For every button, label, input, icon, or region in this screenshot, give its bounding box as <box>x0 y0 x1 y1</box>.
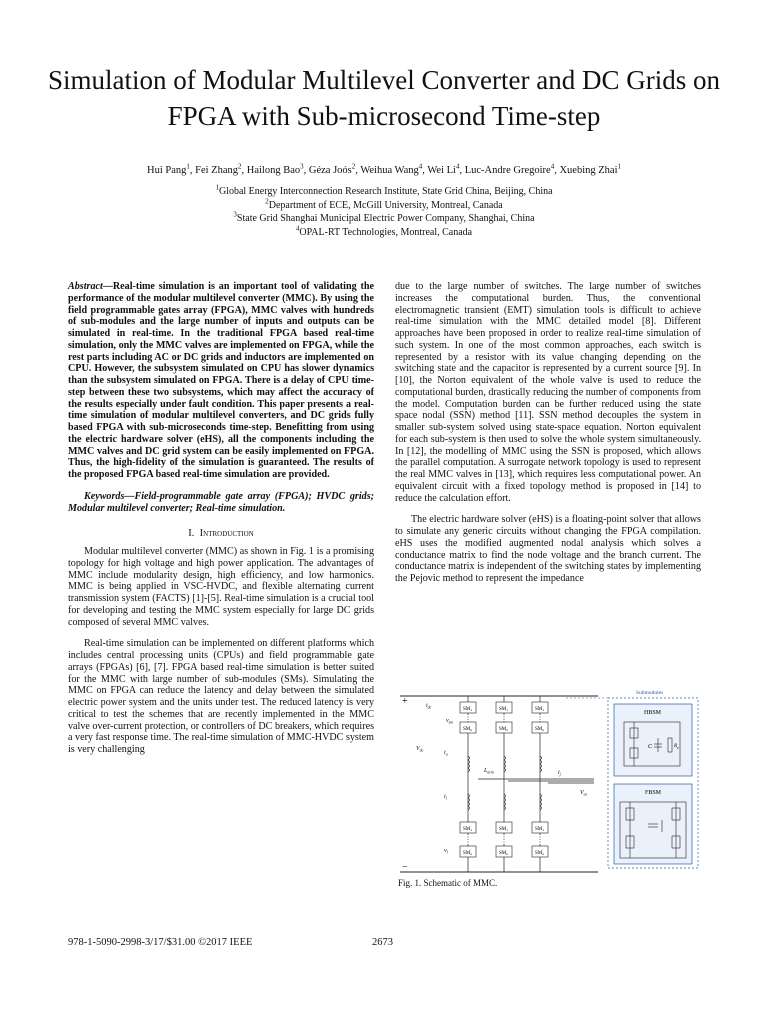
submodule-label: $SM_1$ <box>535 827 544 832</box>
author-affiliation-mark: 4 <box>455 162 460 171</box>
author-name: Luc-Andre Gregoire <box>464 165 551 176</box>
label-il: $i_l$ <box>444 794 447 801</box>
section-heading-introduction <box>68 528 374 540</box>
affiliation: $^3$State Grid Shanghai Municipal Electric Power Company, Shanghai, China <box>233 210 535 224</box>
abstract-text: —Real-time simulation is an important tool of validating the performance of the modular multilevel converter (MMC). By using the field programmable gates array (FPGA), MMC valves with hundreds of sub-modules and the large number of inputs and outputs can be simulated in real-time. In the traditional FPGA based real-time simulation, only the MMC valves are implemented on FPGA, while the rest parts including AC or DC grids and inductors are implemented on CPU. However, the subsystem simulated on CPU has slower dynamics than the subsystem simulated on FPGA. There is a delay of CPU time-step between these two subsystems, which may affect the accuracy of the results especially under fault condition. This paper presents a real-time simulation of modular multilevel converters, and DC grids fully based FPGA with sub-microseconds time-step. Benefitting from using the electric hardware solver (eHS), all the components including the MMC valves and DC grid system can be easily implemented on FPGA. Thus, the high-fidelity of the simulation is guaranteed. The results of the proposed FPGA based real-time simulation are provided. <box>68 281 374 480</box>
label-vac: $V_{ac}$ <box>580 790 588 797</box>
figure-caption: Fig. 1. Schematic of MMC. <box>398 878 498 888</box>
submodule-label: $SM_n$ <box>499 851 508 856</box>
page-number: 2673 <box>372 937 393 948</box>
paper-title: Simulation of Modular Multilevel Converter and DC Grids on FPGA with Sub-microsecond Time-step <box>48 65 720 131</box>
submodule-label: $SM_1$ <box>499 707 508 712</box>
submodule-label: $SM_n$ <box>463 851 472 856</box>
submodule-label: $SM_n$ <box>535 727 544 732</box>
affiliation: $^2$Department of ECE, McGill University, Montreal, Canada <box>265 197 503 211</box>
author-list: Hui Pang$^1$, Fei Zhang$^2$, Hailong Bao$^3$, Géza Joós$^2$, Weihua Wang$^4$, Wei Li$^4$, Luc-Andre Gregoire$^4$, Xuebing Zhai$^1$ <box>147 162 621 176</box>
submodule-label: $SM_n$ <box>535 851 544 856</box>
author-affiliation-mark: 2 <box>238 162 242 171</box>
label-larm: $L_{arm}$ <box>484 768 494 775</box>
author-affiliation-mark: 2 <box>351 162 356 171</box>
figure-mmc-schematic <box>398 690 700 876</box>
author-affiliation-mark: 4 <box>418 162 423 171</box>
label-rp: $R_p$ <box>674 744 679 750</box>
minus-terminal: − <box>402 862 408 873</box>
affiliation: $^1$Global Energy Interconnection Research Institute, State Grid China, Beijing, China <box>215 183 553 197</box>
keywords-label: Keywords <box>84 490 125 502</box>
label-vl: $v_l$ <box>444 848 448 855</box>
author-name: Hui Pang <box>147 165 187 176</box>
submodule-label: $SM_n$ <box>463 727 472 732</box>
abstract <box>68 281 374 481</box>
right-paragraph-2: The electric hardware solver (eHS) is a floating-point solver that allows to simulate any generic circuits without changing the FPGA compilation. eHS uses the modified augmented nodal analysis which solves a conductance matrix to find the node voltage and the branch current. The conductance matrix is independent of the switching states by implementing the Pejovic method to represent the impedance <box>395 514 701 584</box>
fbsm-label: FBSM <box>645 790 662 796</box>
author-affiliation-mark: 3 <box>300 162 304 171</box>
submodule-label: $SM_1$ <box>463 827 472 832</box>
affiliation: $^4$OPAL-RT Technologies, Montreal, Canada <box>295 224 473 238</box>
section-numeral: I. <box>188 528 195 540</box>
intro-paragraph-2: Real-time simulation can be implemented on different platforms which includes central processing units (CPUs) and field programmable gate arrays (FPGAs) [6], [7]. FPGA based real-time simulation is better suited for the MMC with large number of sub-modules (SMs). Simulating the MMC on FPGA can reduce the latency and delay between the simulated electric power system and the units under test. The reduced latency is very critical to test the schemes that are recently implemented in the MMC valve over-current protection, or controllers of DC breakers, which requires a very fast response time. The real-time simulation of MMC-HVDC system is very challenging <box>68 638 374 755</box>
left-column <box>68 281 374 756</box>
label-vsm: $v_{sm}$ <box>446 718 454 725</box>
author-name: Weihua Wang <box>360 165 419 176</box>
author-name: Hailong Bao <box>246 165 301 176</box>
author-affiliation-mark: 4 <box>550 162 555 171</box>
submodule-label: $SM_n$ <box>499 727 508 732</box>
author-name: Wei Li <box>427 165 456 176</box>
mmc-schematic-diagram <box>398 690 700 876</box>
label-c: C <box>648 744 653 750</box>
phase-legs <box>460 696 548 872</box>
submodule-label: $SM_1$ <box>535 707 544 712</box>
intro-paragraph-1: Modular multilevel converter (MMC) as shown in Fig. 1 is a promising topology for high voltage and high power application. The advantages of MMC include modularity design, high efficiency, and low harmonics. MMC is being applied in VSC-HVDC, and flexible alternating current transmission system (FACTS) [1]-[5]. Real-time simulation is a crucial tool for developing and testing the MMC system especially for large DC grids composed of several MMC valves. <box>68 546 374 628</box>
affiliation-list <box>60 185 708 239</box>
submodule-label: $SM_1$ <box>499 827 508 832</box>
label-iu: $i_u$ <box>444 750 448 757</box>
plus-terminal: + <box>402 696 408 707</box>
author-name: Géza Joós <box>308 165 352 176</box>
label-ij: $i_j$ <box>558 770 561 777</box>
keywords-text: —Field-programmable gate array (FPGA); HVDC grids; Modular multilevel converter; Real-time simulation. <box>68 490 374 514</box>
submodule-label: $SM_1$ <box>463 707 472 712</box>
author-name: Fei Zhang <box>195 165 238 176</box>
label-vdc: $V_{dc}$ <box>416 746 424 753</box>
hbsm-label: HBSM <box>644 710 662 716</box>
right-paragraph-1: due to the large number of switches. The large number of switches increases the computational burden. Thus, the conventional electromagnetic transient (EMT) simulation tools is difficult to achieve real-time simulation with the MMC detailed model [8]. Different approaches have been proposed in order to realize real-time simulation of such system. In one of the most common approaches, each switch is represented by a resistor with its value changing depending on the switching state and the capacitor is represented by a current source [9]. In [10], the Norton equivalent of the whole valve is used to reduce the computational burden, drastically reducing the number of components from the model. Computation burden can be further reduced using the state space nodal (SSN) method [11]. SSN method decouples the system in smaller sub-system solved using state-space equation. Norton equivalent for each sub-system is then used to solve the whole system simultaneously. In [12], the modelling of MMC using the SSN is proposed, which allows the parallel computation. A surrogate network topology is used to represent the real MMC valves in [13], which requires less computational power. An equivalent circuit with a fixed topology method is proposed in [14] to reduce the calculation effort. <box>395 281 701 504</box>
author-name: Xuebing Zhai <box>559 165 618 176</box>
author-affiliation-mark: 1 <box>617 162 621 171</box>
copyright-line: 978-1-5090-2998-3/17/$31.00 ©2017 IEEE <box>68 937 253 948</box>
submodules-label: Submodules <box>636 690 664 696</box>
keywords <box>68 491 374 515</box>
author-affiliation-mark: 1 <box>186 162 190 171</box>
label-idc: $i_{dc}$ <box>426 703 432 710</box>
section-heading-text: Introduction <box>199 528 254 540</box>
right-column <box>395 281 701 585</box>
abstract-label: Abstract <box>68 281 103 292</box>
